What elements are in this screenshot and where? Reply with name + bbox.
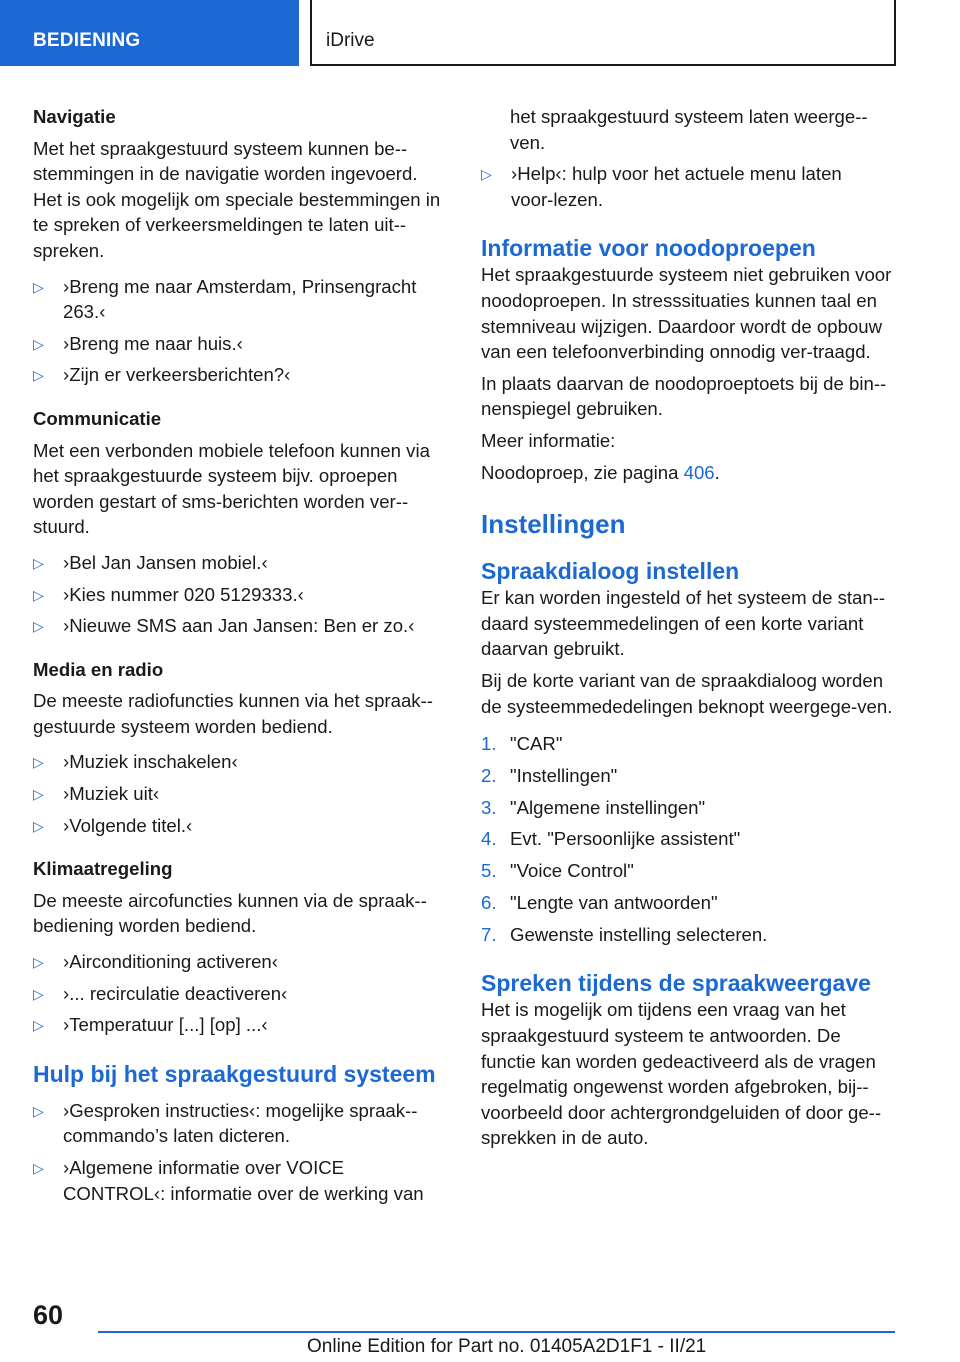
media-list	[33, 749, 445, 838]
navigatie-list	[33, 274, 445, 388]
spraakdialoog-text-2: Bij de korte variant van de spraakdialoog worden de systeemmededelingen beknopt weergege-ven.	[481, 669, 893, 717]
triangle-right-icon: ▷	[33, 1102, 44, 1119]
chapter-box	[310, 0, 896, 66]
spraakdialoog-text-1: Er kan worden ingesteld of het systeem de stan-daard systeemmedelingen of een korte variant daarvan gebruikt.	[481, 587, 886, 660]
triangle-right-icon: ▷	[33, 786, 44, 803]
communicatie-list	[33, 550, 445, 639]
page-link-406[interactable]: 406	[683, 461, 715, 483]
navigatie-text: Met het spraakgestuurd systeem kunnen be-stemmingen in de navigatie worden ingevoerd. Het is ook mogelijk om speciale bestemmingen in te spreken of verkeersmeldingen te laten uit-spreken.	[33, 137, 441, 261]
step-item: 6. "Lengte van antwoorden"	[481, 892, 718, 913]
list-item: ▷ ›... recirculatie deactiveren‹	[33, 981, 445, 1007]
media-heading: Media en radio	[33, 658, 164, 680]
list-item: ▷ ›Bel Jan Jansen mobiel.‹	[33, 550, 445, 576]
triangle-right-icon: ▷	[33, 554, 44, 571]
instellingen-heading: Instellingen	[481, 509, 626, 540]
list-item: ▷ ›Breng me naar huis.‹	[33, 331, 445, 357]
noodoproepen-text-3: Meer informatie:	[481, 429, 616, 451]
navigatie-heading: Navigatie	[33, 106, 116, 127]
list-item: ▷ ›Help‹: hulp voor het actuele menu laten voor-lezen.	[481, 163, 842, 210]
noodoproepen-text-1: Het spraakgestuurde systeem niet gebruiken voor noodoproepen. In stresssituaties kunnen taal en stemniveau wijzigen. Daardoor wordt de opbouw van een telefoonverbinding onnodig ver-traagd.	[481, 264, 892, 363]
communicatie-text: Met een verbonden mobiele telefoon kunnen via het spraakgestuurde systeem bijv. oproepen worden gestart of sms-berichten worden ver-stuurd.	[33, 439, 430, 538]
triangle-right-icon: ▷	[33, 335, 44, 352]
media-text: De meeste radiofuncties kunnen via het spraak-gestuurde systeem worden bediend.	[33, 690, 433, 737]
list-item: ▷ ›Muziek inschakelen‹	[33, 749, 445, 775]
step-item: 1. "CAR"	[481, 733, 563, 755]
list-item: ▷ ›Kies nummer 020 5129333.‹	[33, 582, 445, 608]
hulp-list	[33, 1098, 445, 1206]
communicatie-heading: Communicatie	[33, 407, 162, 429]
right-column	[481, 104, 895, 1151]
spraakdialoog-heading: Spraakdialoog instellen	[481, 558, 740, 585]
triangle-right-icon: ▷	[33, 278, 44, 295]
triangle-right-icon: ▷	[33, 1017, 44, 1034]
footer-divider	[98, 1331, 895, 1333]
triangle-right-icon: ▷	[33, 817, 44, 834]
list-item: ▷ ›Volgende titel.‹	[33, 813, 445, 839]
step-item: 7. Gewenste instelling selecteren.	[481, 923, 768, 945]
triangle-right-icon: ▷	[33, 367, 44, 384]
list-item: ▷ ›Temperatuur [...] [op] ...‹	[33, 1012, 445, 1038]
hulp-heading: Hulp bij het spraakgestuurd systeem	[33, 1060, 436, 1087]
list-item: het spraakgestuurd systeem laten weerge-ven.	[510, 106, 868, 153]
klimaat-text: De meeste aircofuncties kunnen via de spraak-bediening worden bediend.	[33, 889, 427, 937]
section-tab	[0, 0, 299, 66]
klimaat-list	[33, 949, 445, 1038]
step-item: 4. Evt. "Persoonlijke assistent"	[481, 828, 741, 850]
step-item: 2. "Instellingen"	[481, 764, 618, 786]
list-item: ▷ ›Airconditioning activeren‹	[33, 949, 445, 975]
spreken-text: Het is mogelijk om tijdens een vraag van het spraakgestuurd systeem te antwoorden. De functie kan worden gedeactiveerd als de vragen regelmatig ongewenst worden afgebroken, bij-voorbeeld door achtergrondgeluiden of door ge-sprekken in de auto.	[481, 999, 882, 1149]
steps-list	[481, 731, 895, 947]
triangle-right-icon: ▷	[33, 586, 44, 603]
spreken-heading: Spreken tijdens de spraakweergave	[481, 970, 871, 997]
triangle-right-icon: ▷	[33, 618, 44, 635]
triangle-right-icon: ▷	[33, 985, 44, 1002]
klimaat-heading: Klimaatregeling	[33, 858, 173, 880]
step-item: 3. "Algemene instellingen"	[481, 796, 706, 818]
list-item: ▷ ›Muziek uit‹	[33, 781, 445, 807]
noodoproepen-reference: Noodoproep, zie pagina 406.	[481, 461, 720, 483]
left-column	[33, 104, 445, 1206]
footer-edition: Online Edition for Part no. 01405A2D1F1 - II/21	[307, 1336, 707, 1357]
noodoproepen-text-2: In plaats daarvan de noodoproeptoets bij de bin-nenspiegel gebruiken.	[481, 372, 887, 420]
section-title: BEDIENING	[33, 30, 141, 51]
page-number: 60	[33, 1300, 64, 1330]
page-header	[0, 0, 960, 66]
list-item: ▷ ›Nieuwe SMS aan Jan Jansen: Ben er zo.‹	[33, 613, 445, 639]
list-item: ▷ ›Algemene informatie over VOICE CONTROL‹: informatie over de werking van	[33, 1157, 424, 1204]
list-item: ▷ ›Zijn er verkeersberichten?‹	[33, 362, 445, 388]
noodoproepen-heading: Informatie voor noodoproepen	[481, 235, 816, 262]
list-item: ▷ ›Breng me naar Amsterdam, Prinsengracht 263.‹	[33, 275, 417, 323]
triangle-right-icon: ▷	[481, 166, 492, 183]
hulp-list-continued	[481, 104, 895, 212]
triangle-right-icon: ▷	[33, 1160, 44, 1176]
triangle-right-icon: ▷	[33, 954, 44, 971]
list-item: ▷ ›Gesproken instructies‹: mogelijke spraak-commando’s laten dicteren.	[33, 1099, 418, 1147]
step-item: 5. "Voice Control"	[481, 860, 634, 882]
triangle-right-icon: ▷	[33, 754, 44, 771]
chapter-title: iDrive	[326, 30, 375, 51]
